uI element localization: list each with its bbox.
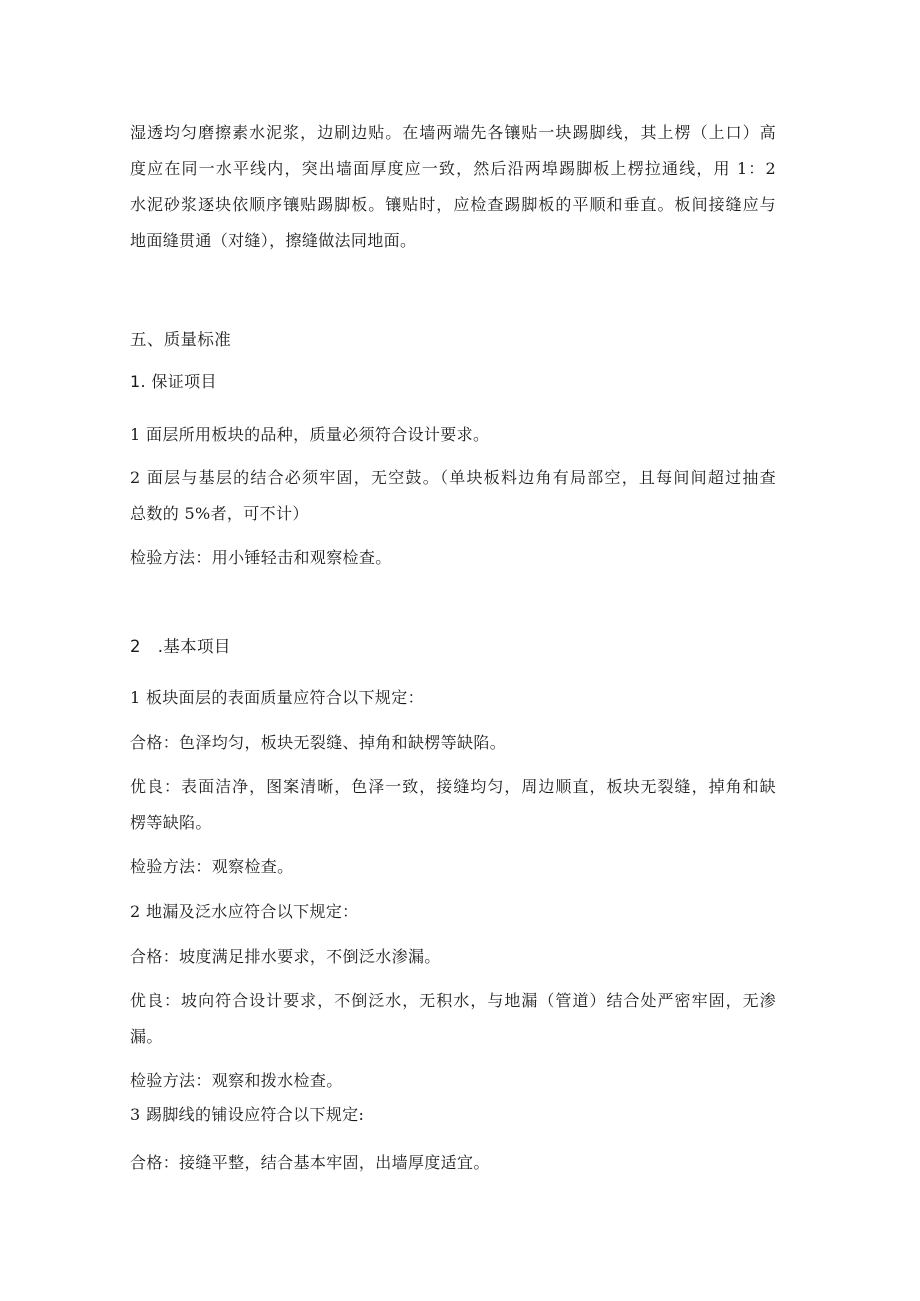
basic-item-2-good-line-2: 漏。 bbox=[130, 1027, 163, 1046]
basic-item-2-method: 检验方法：观察和拨水检查。 bbox=[130, 1071, 343, 1090]
basic-item-1-good-line-1: 优良：表面洁净，图案清晰，色泽一致，接缝均匀，周边顺直，板块无裂缝，掉角和缺 bbox=[130, 777, 776, 796]
basic-item-3-title: 3 踢脚线的铺设应符合以下规定: bbox=[130, 1105, 365, 1124]
basic-item-1-pass: 合格：色泽均匀，板块无裂缝、掉角和缺楞等缺陷。 bbox=[130, 733, 507, 752]
basic-item-2-title: 2 地漏及泛水应符合以下规定： bbox=[130, 902, 359, 921]
intro-line-1: 湿透均匀磨擦素水泥浆，边刷边贴。在墙两端先各镶贴一块踢脚线，其上楞（上口）高 bbox=[130, 123, 776, 142]
guarantee-item-2-line-1: 2 面层与基层的结合必须牢固，无空鼓。（单块板料边角有局部空，且每间间超过抽查 bbox=[130, 468, 776, 487]
guarantee-inspection-method: 检验方法：用小锤轻击和观察检查。 bbox=[130, 548, 392, 567]
intro-line-4: 地面缝贯通（对缝），擦缝做法同地面。 bbox=[130, 231, 417, 250]
intro-line-3: 水泥砂浆逐块依顺序镶贴踢脚板。镶贴时，应检查踢脚板的平顺和垂直。板间接缝应与 bbox=[130, 195, 776, 214]
basic-item-2-good-line-1: 优良：坡向符合设计要求，不倒泛水，无积水，与地漏（管道）结合处严密牢固，无渗 bbox=[130, 991, 776, 1010]
basic-item-1-good-line-2: 楞等缺陷。 bbox=[130, 813, 212, 832]
section-5-title: 五、质量标准 bbox=[130, 330, 232, 349]
guarantee-item-2-line-2: 总数的 5%者，可不计） bbox=[130, 504, 309, 523]
intro-line-2: 度应在同一水平线内，突出墙面厚度应一致，然后沿两埠踢脚板上楞拉通线，用 1：2 bbox=[130, 159, 776, 178]
guarantee-item-1: 1 面层所用板块的品种，质量必须符合设计要求。 bbox=[130, 425, 490, 444]
subsection-1-title: 1. 保证项目 bbox=[130, 372, 217, 391]
basic-item-3-pass: 合格：接缝平整，结合基本牢固，出墙厚度适宜。 bbox=[130, 1153, 490, 1172]
subsection-2-title: 2 .基本项目 bbox=[130, 637, 231, 656]
basic-item-2-pass: 合格：坡度满足排水要求，不倒泛水渗漏。 bbox=[130, 947, 441, 966]
basic-item-1-title: 1 板块面层的表面质量应符合以下规定： bbox=[130, 688, 424, 707]
basic-item-1-method: 检验方法：观察检查。 bbox=[130, 857, 294, 876]
